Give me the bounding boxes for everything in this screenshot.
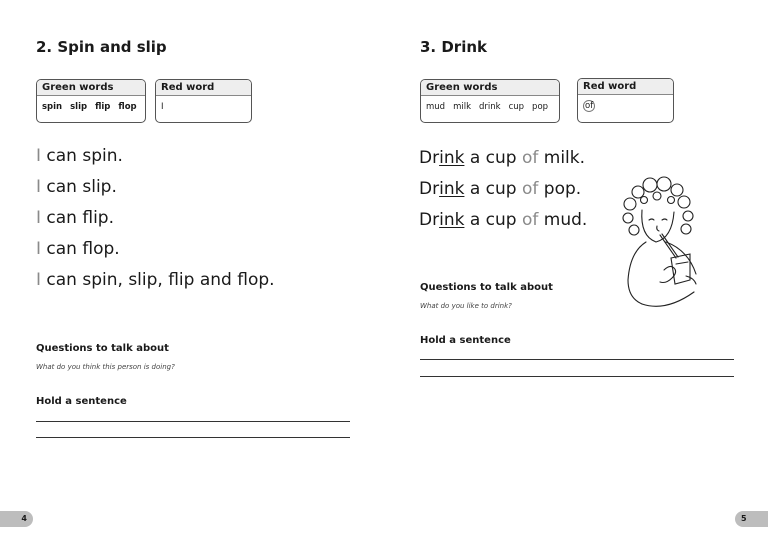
red-word-highlight: of [521, 179, 539, 199]
sentence [419, 205, 587, 236]
girl-drinking-illustration [616, 176, 712, 312]
red-word-highlight: of [521, 210, 539, 230]
page-title: 2. Spin and slip [36, 38, 167, 56]
red-word-highlight: I [36, 146, 42, 166]
red-word-highlight: I [36, 270, 42, 290]
green-words-list [421, 96, 559, 119]
sentence-text: can spin. [41, 146, 123, 166]
sentence-text: can flop. [41, 239, 120, 259]
writing-line [36, 437, 350, 438]
writing-line [420, 359, 734, 360]
sentence [36, 172, 275, 203]
sound-underline: ink [439, 148, 465, 168]
sentence [36, 203, 275, 234]
sentence-text: Dr [419, 148, 440, 168]
green-words-box [36, 79, 146, 123]
green-word: milk [453, 102, 472, 112]
questions-heading: Questions to talk about [36, 343, 169, 354]
question-text: What do you think this person is doing? [36, 363, 175, 371]
green-word: slip [70, 102, 88, 112]
sentence-list [419, 143, 587, 236]
green-word: mud [426, 102, 446, 112]
sentence-text: Dr [419, 179, 440, 199]
red-word-box [155, 79, 252, 123]
page-number: 5 [735, 511, 768, 527]
hold-sentence-heading: Hold a sentence [36, 396, 127, 407]
sound-underline: ink [439, 210, 465, 230]
green-words-box [420, 79, 560, 123]
sentence [419, 174, 587, 205]
red-word-list [156, 96, 251, 119]
question-text: What do you like to drink? [420, 302, 512, 310]
right-page [384, 0, 768, 543]
hold-sentence-heading: Hold a sentence [420, 335, 511, 346]
green-words-list [37, 96, 145, 119]
green-word: pop [532, 102, 549, 112]
red-word-heading: Red word [578, 79, 673, 95]
writing-line [420, 376, 734, 377]
writing-line [36, 421, 350, 422]
sentence [36, 234, 275, 265]
sentence [36, 265, 275, 296]
red-word-box [577, 78, 674, 123]
red-word-highlight: of [521, 148, 539, 168]
questions-heading: Questions to talk about [420, 282, 553, 293]
red-word-list [578, 95, 673, 118]
green-word: spin [42, 102, 63, 112]
sentence-text: mud. [538, 210, 588, 230]
sentence-text: milk. [538, 148, 586, 168]
sentence-text: a cup [464, 179, 522, 199]
page-title: 3. Drink [420, 38, 488, 56]
green-words-heading: Green words [421, 80, 559, 96]
sentence-text: can flip. [41, 208, 114, 228]
red-word-heading: Red word [156, 80, 251, 96]
green-word: flop [118, 102, 137, 112]
page-number: 4 [0, 511, 33, 527]
red-word-highlight: I [36, 208, 42, 228]
sentence-text: can slip. [41, 177, 117, 197]
green-word: drink [479, 102, 501, 112]
green-words-heading: Green words [37, 80, 145, 96]
sentence [36, 141, 275, 172]
red-word: of [585, 101, 594, 111]
red-word: I [161, 102, 164, 112]
sentence-text: a cup [464, 210, 522, 230]
sentence [419, 143, 587, 174]
sentence-text: pop. [538, 179, 582, 199]
red-word-highlight: I [36, 239, 42, 259]
sentence-text: a cup [464, 148, 522, 168]
green-word: cup [508, 102, 525, 112]
red-word-highlight: I [36, 177, 42, 197]
sound-underline: ink [439, 179, 465, 199]
green-word: flip [95, 102, 111, 112]
sentence-text: can spin, slip, flip and flop. [41, 270, 275, 290]
sentence-text: Dr [419, 210, 440, 230]
sentence-list [36, 141, 275, 296]
